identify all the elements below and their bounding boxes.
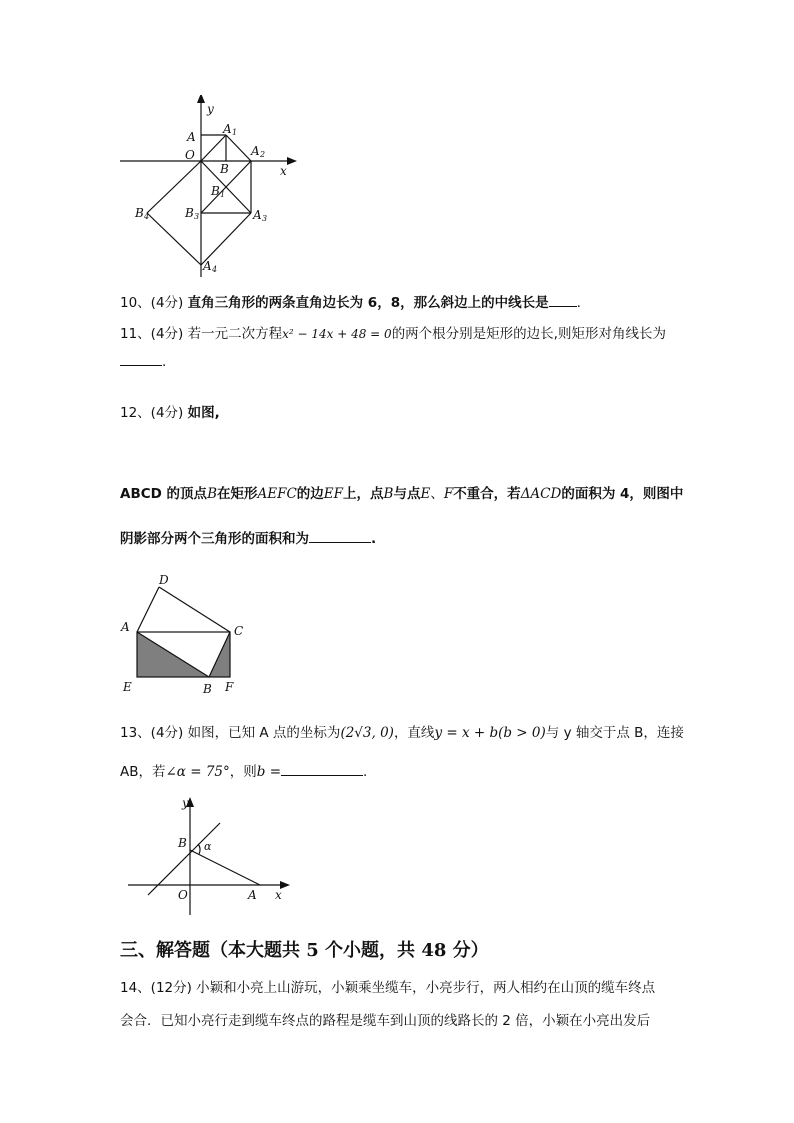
answer-blank <box>281 763 363 776</box>
question-11-blank-line <box>120 353 166 370</box>
label: O <box>178 888 188 902</box>
question-11 <box>120 322 666 342</box>
text: 、 <box>430 486 444 502</box>
text: ，则 <box>229 764 257 780</box>
answer-blank <box>549 294 577 307</box>
question-12-line2 <box>120 527 376 547</box>
period: . <box>162 354 167 370</box>
question-13-line2 <box>120 760 367 780</box>
question-14-line2: 会合．已知小亮行走到缆车终点的路程是缆车到山顶的线路长的 2 倍，小颖在小亮出发后 <box>120 1013 651 1029</box>
label: A <box>187 130 196 144</box>
math: F <box>443 486 454 502</box>
label: A <box>253 208 262 222</box>
equation: x² − 14x + 48 = 0 <box>282 327 392 341</box>
question-number: 10、(4分) <box>120 295 184 311</box>
text: 与 y 轴交于点 B，连接 <box>545 725 684 741</box>
math: E <box>420 486 431 502</box>
section-heading: 三、解答题（本大题共 5 个小题，共 48 分） <box>120 940 489 961</box>
question-text: 若一元二次方程 <box>187 326 283 342</box>
figure-rectangle <box>115 570 255 700</box>
label: O <box>185 148 195 162</box>
math: ∠α = 75° <box>165 764 230 780</box>
label: 4 <box>144 212 150 221</box>
math: EF <box>323 486 344 502</box>
text: 阴影部分两个三角形的面积和为 <box>120 531 309 547</box>
math: (2√3, 0) <box>340 725 394 741</box>
question-13-line1 <box>120 721 684 741</box>
text: ，直线 <box>393 725 435 741</box>
math: b = <box>256 764 282 780</box>
label: B <box>220 162 229 176</box>
question-12-line1 <box>120 482 683 502</box>
label: B <box>211 184 220 198</box>
label: 3 <box>194 212 200 221</box>
label: 1 <box>220 190 226 199</box>
text: AB，若 <box>120 764 166 780</box>
label: A <box>121 620 130 634</box>
math: ΔACD <box>520 486 562 502</box>
text: 不重合，若 <box>453 486 521 502</box>
question-text: 如图, <box>187 405 220 421</box>
text: 与点 <box>393 486 421 502</box>
label: B <box>185 206 194 220</box>
label: 3 <box>262 214 268 223</box>
question-text: 的两个根分别是矩形的边长,则矩形对角线长为 <box>391 326 666 342</box>
label: x <box>275 888 282 902</box>
label: x <box>280 164 287 178</box>
question-12-header <box>120 401 220 421</box>
label: D <box>159 573 169 587</box>
math: AEFC <box>257 486 297 502</box>
text: 上，点 <box>343 486 384 502</box>
label: A <box>223 122 232 136</box>
text: 如图，已知 A 点的坐标为 <box>187 725 341 741</box>
label: 1 <box>232 128 238 137</box>
question-text: 直角三角形的两条直角边长为 6，8，那么斜边上的中线长是 <box>187 295 549 311</box>
label: E <box>123 680 132 694</box>
text: 的边 <box>296 486 324 502</box>
label: B <box>135 206 144 220</box>
label: y <box>207 102 214 116</box>
question-14-line1: 14、(12分) 小颖和小亮上山游玩，小颖乘坐缆车，小亮步行，两人相约在山顶的缆车终点 <box>120 980 656 996</box>
label: 4 <box>212 265 218 274</box>
text: 在矩形 <box>216 486 258 502</box>
answer-blank <box>309 530 371 543</box>
label: B <box>178 836 187 850</box>
label: 2 <box>260 150 266 159</box>
label: A <box>248 888 257 902</box>
label: C <box>234 624 244 638</box>
period: . <box>576 295 581 311</box>
math: B <box>207 486 217 502</box>
label: A <box>203 259 212 273</box>
label: F <box>225 680 234 694</box>
label: y <box>182 796 189 810</box>
question-number: 11、(4分) <box>120 326 184 342</box>
label: α <box>204 840 212 853</box>
answer-blank <box>120 353 162 366</box>
figure-squares-axes <box>115 95 300 280</box>
math: B <box>383 486 394 502</box>
question-number: 12、(4分) <box>120 405 184 421</box>
text: 的面积为 4，则图中 <box>561 486 684 502</box>
question-number: 13、(4分) <box>120 725 184 741</box>
figure-line-axes <box>120 795 295 920</box>
math: y = x + b(b > 0) <box>434 725 546 741</box>
label: A <box>251 144 260 158</box>
period: . <box>363 764 368 780</box>
label: B <box>203 682 212 696</box>
period: . <box>371 531 377 547</box>
question-10 <box>120 291 581 311</box>
text: ABCD 的顶点 <box>120 486 208 502</box>
